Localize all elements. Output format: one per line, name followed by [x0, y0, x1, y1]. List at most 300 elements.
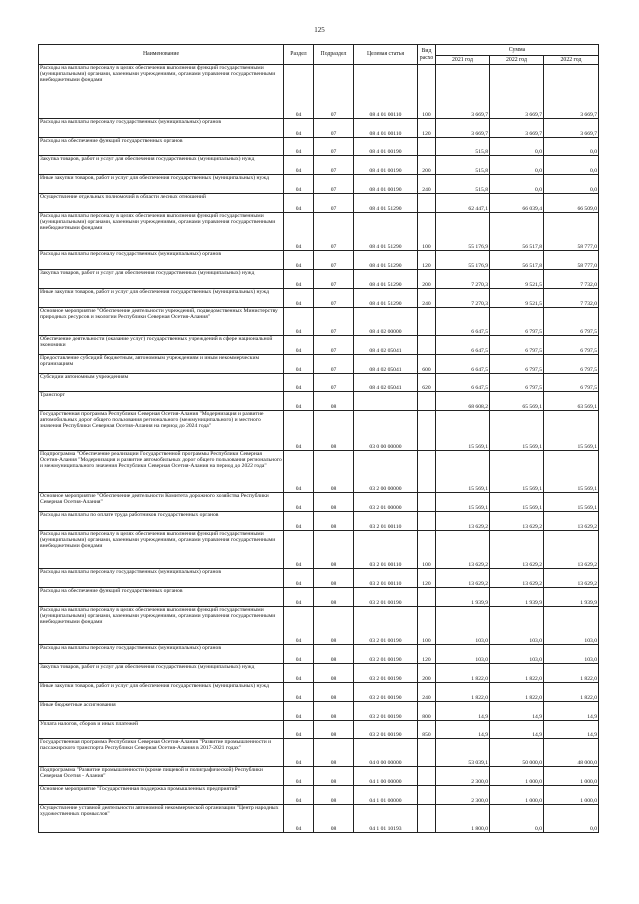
row-podrazdel: 08 — [314, 588, 354, 607]
row-podrazdel: 07 — [314, 65, 354, 119]
row-podrazdel: 07 — [314, 156, 354, 175]
row-sum-2022b: 13 629,2 — [544, 531, 599, 569]
row-podrazdel: 08 — [314, 786, 354, 805]
row-sum-2022b: 1 822,0 — [544, 664, 599, 683]
table-row — [39, 531, 599, 569]
row-celevaya: 04 1 01 00000 — [354, 786, 418, 805]
row-name: Расходы на выплаты персоналу государственных (муниципальных) органов — [39, 569, 284, 588]
row-celevaya: 08 4 01 51290 — [354, 270, 418, 289]
table-row — [39, 355, 599, 374]
row-razdel: 04 — [284, 493, 314, 512]
row-razdel: 04 — [284, 531, 314, 569]
row-sum-2021: 2 300,0 — [436, 786, 490, 805]
row-celevaya: 03 2 01 00190 — [354, 683, 418, 702]
row-celevaya — [354, 392, 418, 411]
row-sum-2022a: 14,9 — [490, 702, 544, 721]
row-sum-2021: 1 939,9 — [436, 588, 490, 607]
row-sum-2022a: 3 669,7 — [490, 65, 544, 119]
row-sum-2021: 1 800,0 — [436, 805, 490, 833]
row-sum-2022b: 7 732,0 — [544, 289, 599, 308]
header-year-2021: 2021 год — [436, 56, 490, 65]
row-podrazdel: 08 — [314, 531, 354, 569]
row-vid — [418, 194, 436, 213]
row-vid: 100 — [418, 213, 436, 251]
table-row — [39, 702, 599, 721]
row-sum-2022b: 1 939,9 — [544, 588, 599, 607]
row-podrazdel: 08 — [314, 664, 354, 683]
row-celevaya: 04 0 00 00000 — [354, 739, 418, 767]
row-vid: 100 — [418, 65, 436, 119]
row-name: Обеспечение деятельности (оказание услуг) государственных учреждений в сфере национальной экономики — [39, 336, 284, 355]
header-year-2022a: 2022 год — [490, 56, 544, 65]
row-sum-2021: 68 608,2 — [436, 392, 490, 411]
row-celevaya: 03 2 00 00000 — [354, 451, 418, 493]
header-celevaya: Целевая статья — [354, 45, 418, 65]
row-sum-2022a: 1 000,0 — [490, 767, 544, 786]
row-celevaya: 03 0 00 00000 — [354, 411, 418, 451]
row-name: Транспорт — [39, 392, 284, 411]
row-sum-2022a: 13 629,2 — [490, 569, 544, 588]
row-sum-2022b: 66 509,0 — [544, 194, 599, 213]
row-sum-2021: 6 647,5 — [436, 336, 490, 355]
row-podrazdel: 07 — [314, 308, 354, 336]
row-sum-2022a: 50 000,0 — [490, 739, 544, 767]
row-sum-2022a: 9 521,5 — [490, 289, 544, 308]
row-razdel: 04 — [284, 336, 314, 355]
table-row — [39, 721, 599, 739]
row-vid: 850 — [418, 721, 436, 739]
row-sum-2022b: 14,9 — [544, 702, 599, 721]
row-sum-2021: 62 447,1 — [436, 194, 490, 213]
row-sum-2021: 14,9 — [436, 721, 490, 739]
row-vid — [418, 308, 436, 336]
table-row — [39, 119, 599, 138]
table-row — [39, 138, 599, 156]
row-sum-2022b: 6 797,5 — [544, 355, 599, 374]
row-name: Закупка товаров, работ и услуг для обеспечения государственных (муниципальных) нужд — [39, 270, 284, 289]
table-row — [39, 607, 599, 645]
row-sum-2022a: 6 797,5 — [490, 355, 544, 374]
row-sum-2021: 515,8 — [436, 138, 490, 156]
row-sum-2022a: 0,0 — [490, 175, 544, 194]
row-razdel: 04 — [284, 739, 314, 767]
table-row — [39, 739, 599, 767]
row-sum-2022a: 56 517,8 — [490, 213, 544, 251]
row-razdel: 04 — [284, 588, 314, 607]
row-name: Иные закупки товаров, работ и услуг для обеспечения государственных (муниципальных) нужд — [39, 683, 284, 702]
row-sum-2021: 7 270,3 — [436, 270, 490, 289]
row-vid: 120 — [418, 569, 436, 588]
row-sum-2022b: 15 569,1 — [544, 411, 599, 451]
row-razdel: 04 — [284, 270, 314, 289]
row-vid: 200 — [418, 270, 436, 289]
row-sum-2021: 13 629,2 — [436, 531, 490, 569]
row-celevaya: 08 4 01 00190 — [354, 175, 418, 194]
row-sum-2022a: 65 569,1 — [490, 392, 544, 411]
table-row — [39, 512, 599, 531]
row-sum-2022b: 48 000,0 — [544, 739, 599, 767]
table-row — [39, 65, 599, 119]
table-row — [39, 336, 599, 355]
table-row — [39, 664, 599, 683]
row-celevaya: 03 2 01 00190 — [354, 588, 418, 607]
header-podrazdel: Подраздел — [314, 45, 354, 65]
row-sum-2022a: 14,9 — [490, 721, 544, 739]
table-row — [39, 805, 599, 833]
row-razdel: 04 — [284, 645, 314, 664]
row-vid: 240 — [418, 175, 436, 194]
row-sum-2022a: 6 797,5 — [490, 336, 544, 355]
row-podrazdel: 07 — [314, 138, 354, 156]
row-vid: 200 — [418, 664, 436, 683]
row-celevaya: 08 4 01 51290 — [354, 213, 418, 251]
row-sum-2022a: 1 822,0 — [490, 664, 544, 683]
row-razdel: 04 — [284, 721, 314, 739]
row-sum-2022b: 6 797,5 — [544, 374, 599, 392]
row-sum-2021: 55 176,9 — [436, 213, 490, 251]
row-sum-2021: 3 669,7 — [436, 65, 490, 119]
row-celevaya: 08 4 02 00000 — [354, 308, 418, 336]
table-row — [39, 411, 599, 451]
row-vid — [418, 786, 436, 805]
row-razdel: 04 — [284, 805, 314, 833]
row-sum-2021: 55 176,9 — [436, 251, 490, 270]
header-vid: Вид расхо — [418, 45, 436, 65]
row-celevaya: 08 4 01 51290 — [354, 251, 418, 270]
row-sum-2022a: 0,0 — [490, 138, 544, 156]
row-sum-2022a: 6 797,5 — [490, 308, 544, 336]
row-razdel: 04 — [284, 664, 314, 683]
row-podrazdel: 07 — [314, 289, 354, 308]
table-body — [39, 65, 599, 833]
row-sum-2022b: 3 669,7 — [544, 119, 599, 138]
row-name: Подпрограмма "Обеспечение реализации Государственной программы Республики Северная Осетия-Алания "Модернизация и развитие автомобильных дорог общего пользования регионального и межмуниципального значения Республики Северная Осетия-Алания на период до 2022 года" — [39, 451, 284, 493]
row-vid — [418, 805, 436, 833]
row-sum-2021: 515,8 — [436, 156, 490, 175]
budget-table — [38, 44, 599, 833]
row-razdel: 04 — [284, 569, 314, 588]
table-row — [39, 767, 599, 786]
table-row — [39, 175, 599, 194]
row-sum-2022b: 63 569,1 — [544, 392, 599, 411]
row-sum-2022a: 66 039,4 — [490, 194, 544, 213]
row-celevaya: 08 4 01 00190 — [354, 138, 418, 156]
row-name: Расходы на выплаты персоналу в целях обеспечения выполнения функций государственными (муниципальными) органами, казенными учреждениями, органами управления государственными внебюджетными фондами — [39, 213, 284, 251]
row-sum-2022b: 0,0 — [544, 175, 599, 194]
row-podrazdel: 08 — [314, 607, 354, 645]
row-sum-2022b: 13 629,2 — [544, 512, 599, 531]
row-razdel: 04 — [284, 156, 314, 175]
row-name: Иные закупки товаров, работ и услуг для обеспечения государственных (муниципальных) нужд — [39, 289, 284, 308]
header-name: Наименование — [39, 45, 284, 65]
row-name: Расходы на выплаты персоналу государственных (муниципальных) органов — [39, 645, 284, 664]
row-sum-2022b: 7 732,0 — [544, 270, 599, 289]
row-podrazdel: 07 — [314, 175, 354, 194]
row-name: Государственная программа Республики Северная Осетия-Алания "Развитие промышленности и пассажирского транспорта Республики Северная Осетия-Алания в 2017-2021 годах" — [39, 739, 284, 767]
row-celevaya: 03 2 01 00190 — [354, 664, 418, 683]
row-razdel: 04 — [284, 355, 314, 374]
header-razdel: Раздел — [284, 45, 314, 65]
row-name: Расходы на обеспечение функций государственных органов — [39, 138, 284, 156]
row-sum-2022b: 13 629,2 — [544, 569, 599, 588]
row-razdel: 04 — [284, 289, 314, 308]
row-podrazdel: 07 — [314, 270, 354, 289]
row-name: Закупка товаров, работ и услуг для обеспечения государственных (муниципальных) нужд — [39, 664, 284, 683]
row-sum-2021: 6 647,5 — [436, 355, 490, 374]
table-row — [39, 270, 599, 289]
row-celevaya: 08 4 01 00110 — [354, 119, 418, 138]
row-podrazdel: 08 — [314, 805, 354, 833]
row-celevaya: 03 2 01 00110 — [354, 512, 418, 531]
table-row — [39, 588, 599, 607]
row-vid — [418, 767, 436, 786]
row-sum-2022a: 103,0 — [490, 607, 544, 645]
row-sum-2021: 2 300,0 — [436, 767, 490, 786]
row-podrazdel: 07 — [314, 251, 354, 270]
row-vid — [418, 336, 436, 355]
row-razdel: 04 — [284, 65, 314, 119]
row-name: Предоставление субсидий бюджетным, автономным учреждениям и иным некоммерческим организациям — [39, 355, 284, 374]
table-row — [39, 451, 599, 493]
row-sum-2022b: 3 669,7 — [544, 65, 599, 119]
row-vid: 620 — [418, 374, 436, 392]
row-vid — [418, 739, 436, 767]
row-sum-2022b: 58 777,0 — [544, 251, 599, 270]
row-name: Основное мероприятие "Государственная поддержка промышленных предприятий" — [39, 786, 284, 805]
row-sum-2021: 1 822,0 — [436, 664, 490, 683]
row-sum-2022b: 15 569,1 — [544, 451, 599, 493]
table-row — [39, 194, 599, 213]
table-row — [39, 645, 599, 664]
row-vid: 100 — [418, 607, 436, 645]
row-razdel: 04 — [284, 607, 314, 645]
row-name: Государственная программа Республики Северная Осетия-Алания "Модернизация и развитие автомобильных дорог общего пользования регионального (межмуниципального) и местного значения Республики Северная Осетия-Алания на период до 2024 года" — [39, 411, 284, 451]
row-sum-2022b: 6 797,5 — [544, 336, 599, 355]
row-celevaya: 04 1 01 10193 — [354, 805, 418, 833]
row-razdel: 04 — [284, 411, 314, 451]
row-name: Основное мероприятие "Обеспечение деятельности учреждений, подведомственных Министерству природных ресурсов и экологии Республики Северная Осетия-Алания" — [39, 308, 284, 336]
row-vid — [418, 138, 436, 156]
row-celevaya: 08 4 01 00110 — [354, 65, 418, 119]
row-sum-2022b: 1 000,0 — [544, 786, 599, 805]
row-celevaya: 03 2 01 00190 — [354, 607, 418, 645]
header-year-2022b: 2022 год — [544, 56, 599, 65]
row-celevaya: 08 4 02 05041 — [354, 336, 418, 355]
row-sum-2021: 1 822,0 — [436, 683, 490, 702]
row-razdel: 04 — [284, 308, 314, 336]
row-sum-2021: 3 669,7 — [436, 119, 490, 138]
row-sum-2021: 103,0 — [436, 645, 490, 664]
row-name: Расходы на выплаты персоналу в целях обеспечения выполнения функций государственными (муниципальными) органами, казенными учреждениями, органами управления государственными внебюджетными фондами — [39, 531, 284, 569]
row-sum-2022b: 1 822,0 — [544, 683, 599, 702]
row-vid: 600 — [418, 355, 436, 374]
row-vid: 240 — [418, 289, 436, 308]
row-razdel: 04 — [284, 138, 314, 156]
row-sum-2021: 15 569,1 — [436, 451, 490, 493]
row-razdel: 04 — [284, 194, 314, 213]
row-razdel: 04 — [284, 767, 314, 786]
row-vid — [418, 411, 436, 451]
row-name: Расходы на обеспечение функций государственных органов — [39, 588, 284, 607]
row-vid — [418, 451, 436, 493]
row-vid: 200 — [418, 156, 436, 175]
row-sum-2022b: 1 000,0 — [544, 767, 599, 786]
row-razdel: 04 — [284, 213, 314, 251]
row-name: Уплата налогов, сборов и иных платежей — [39, 721, 284, 739]
row-razdel: 04 — [284, 392, 314, 411]
row-name: Иные бюджетные ассигнования — [39, 702, 284, 721]
row-razdel: 04 — [284, 451, 314, 493]
row-sum-2021: 15 569,1 — [436, 411, 490, 451]
table-row — [39, 156, 599, 175]
row-vid: 120 — [418, 645, 436, 664]
row-sum-2022a: 1 000,0 — [490, 786, 544, 805]
row-razdel: 04 — [284, 702, 314, 721]
row-name: Подпрограмма "Развитие промышленности (кроме пищевой и полиграфической) Республики Северная Осетия - Алания" — [39, 767, 284, 786]
table-row — [39, 289, 599, 308]
row-name: Расходы на выплаты персоналу государственных (муниципальных) органов — [39, 251, 284, 270]
row-razdel: 04 — [284, 683, 314, 702]
row-sum-2021: 6 647,5 — [436, 308, 490, 336]
row-celevaya: 03 2 01 00110 — [354, 569, 418, 588]
row-name: Основное мероприятие "Обеспечение деятельности Комитета дорожного хозяйства Республики Северная Осетия-Алания" — [39, 493, 284, 512]
row-sum-2022a: 6 797,5 — [490, 374, 544, 392]
row-celevaya: 03 2 01 00000 — [354, 493, 418, 512]
table-row — [39, 683, 599, 702]
row-podrazdel: 07 — [314, 213, 354, 251]
row-podrazdel: 07 — [314, 374, 354, 392]
row-podrazdel: 08 — [314, 767, 354, 786]
row-celevaya: 08 4 02 05041 — [354, 374, 418, 392]
row-vid — [418, 588, 436, 607]
row-name: Расходы на выплаты персоналу государственных (муниципальных) органов — [39, 119, 284, 138]
row-podrazdel: 08 — [314, 411, 354, 451]
row-sum-2022a: 1 939,9 — [490, 588, 544, 607]
row-podrazdel: 08 — [314, 451, 354, 493]
row-celevaya: 08 4 01 51290 — [354, 289, 418, 308]
row-celevaya: 08 4 02 05041 — [354, 355, 418, 374]
row-razdel: 04 — [284, 374, 314, 392]
row-vid — [418, 512, 436, 531]
row-razdel: 04 — [284, 251, 314, 270]
row-sum-2022a: 13 629,2 — [490, 531, 544, 569]
table-row — [39, 392, 599, 411]
row-sum-2022a: 1 822,0 — [490, 683, 544, 702]
row-podrazdel: 07 — [314, 119, 354, 138]
row-celevaya: 03 2 01 00190 — [354, 721, 418, 739]
row-sum-2021: 14,9 — [436, 702, 490, 721]
row-name: Расходы на выплаты персоналу в целях обеспечения выполнения функций государственными (муниципальными) органами, казенными учреждениями, органами управления государственными внебюджетными фондами — [39, 607, 284, 645]
row-sum-2021: 15 569,1 — [436, 493, 490, 512]
row-celevaya: 03 2 01 00110 — [354, 531, 418, 569]
row-vid: 120 — [418, 119, 436, 138]
row-sum-2022b: 0,0 — [544, 156, 599, 175]
table-row — [39, 569, 599, 588]
row-sum-2022b: 103,0 — [544, 607, 599, 645]
row-name: Субсидии автономным учреждениям — [39, 374, 284, 392]
row-vid: 120 — [418, 251, 436, 270]
row-vid: 240 — [418, 683, 436, 702]
row-sum-2022a: 15 569,1 — [490, 493, 544, 512]
row-sum-2022a: 9 521,5 — [490, 270, 544, 289]
row-podrazdel: 08 — [314, 739, 354, 767]
row-podrazdel: 08 — [314, 569, 354, 588]
row-sum-2022b: 15 569,1 — [544, 493, 599, 512]
row-podrazdel: 07 — [314, 355, 354, 374]
row-sum-2022a: 0,0 — [490, 805, 544, 833]
row-podrazdel: 08 — [314, 683, 354, 702]
row-name: Закупка товаров, работ и услуг для обеспечения государственных (муниципальных) нужд — [39, 156, 284, 175]
row-razdel: 04 — [284, 512, 314, 531]
row-celevaya: 08 4 01 00190 — [354, 156, 418, 175]
row-celevaya: 08 4 01 51290 — [354, 194, 418, 213]
row-name: Осуществление уставной деятельности автономной некоммерческой организации "Центр народных художественных промыслов" — [39, 805, 284, 833]
row-sum-2022b: 6 797,5 — [544, 308, 599, 336]
row-name: Осуществление отдельных полномочий в области лесных отношений — [39, 194, 284, 213]
row-razdel: 04 — [284, 119, 314, 138]
row-sum-2022a: 13 629,2 — [490, 512, 544, 531]
row-sum-2021: 6 647,5 — [436, 374, 490, 392]
row-celevaya: 03 2 01 00190 — [354, 702, 418, 721]
row-razdel: 04 — [284, 175, 314, 194]
row-podrazdel: 08 — [314, 702, 354, 721]
row-name: Расходы на выплаты по оплате труда работников государственных органов — [39, 512, 284, 531]
row-sum-2022b: 103,0 — [544, 645, 599, 664]
row-name: Расходы на выплаты персоналу в целях обеспечения выполнения функций государственными (муниципальными) органами, казенными учреждениями, органами управления государственными внебюджетными фондами — [39, 65, 284, 119]
row-sum-2022b: 0,0 — [544, 138, 599, 156]
row-sum-2022a: 56 517,8 — [490, 251, 544, 270]
table-row — [39, 251, 599, 270]
row-sum-2022b: 0,0 — [544, 805, 599, 833]
table-row — [39, 374, 599, 392]
row-vid — [418, 493, 436, 512]
row-podrazdel: 08 — [314, 512, 354, 531]
row-sum-2022b: 58 777,0 — [544, 213, 599, 251]
row-sum-2021: 13 629,2 — [436, 512, 490, 531]
row-podrazdel: 07 — [314, 194, 354, 213]
row-sum-2021: 13 629,2 — [436, 569, 490, 588]
row-vid — [418, 392, 436, 411]
row-sum-2022a: 0,0 — [490, 156, 544, 175]
row-name: Иные закупки товаров, работ и услуг для обеспечения государственных (муниципальных) нужд — [39, 175, 284, 194]
row-sum-2022a: 103,0 — [490, 645, 544, 664]
row-vid: 800 — [418, 702, 436, 721]
page-number: 125 — [314, 26, 325, 34]
row-sum-2022a: 15 569,1 — [490, 451, 544, 493]
header-summa: Сумма — [436, 45, 599, 56]
row-celevaya: 03 2 01 00190 — [354, 645, 418, 664]
row-sum-2022a: 15 569,1 — [490, 411, 544, 451]
row-sum-2021: 103,0 — [436, 607, 490, 645]
table-row — [39, 493, 599, 512]
table-row — [39, 308, 599, 336]
row-razdel: 04 — [284, 786, 314, 805]
row-celevaya: 04 1 00 00000 — [354, 767, 418, 786]
table-row — [39, 213, 599, 251]
row-podrazdel: 08 — [314, 721, 354, 739]
row-sum-2021: 7 270,3 — [436, 289, 490, 308]
row-podrazdel: 08 — [314, 645, 354, 664]
table-row — [39, 786, 599, 805]
row-podrazdel: 08 — [314, 493, 354, 512]
row-sum-2021: 53 039,1 — [436, 739, 490, 767]
row-sum-2022b: 14,9 — [544, 721, 599, 739]
row-podrazdel: 07 — [314, 336, 354, 355]
row-sum-2021: 515,8 — [436, 175, 490, 194]
row-sum-2022a: 3 669,7 — [490, 119, 544, 138]
row-vid: 100 — [418, 531, 436, 569]
row-podrazdel: 08 — [314, 392, 354, 411]
